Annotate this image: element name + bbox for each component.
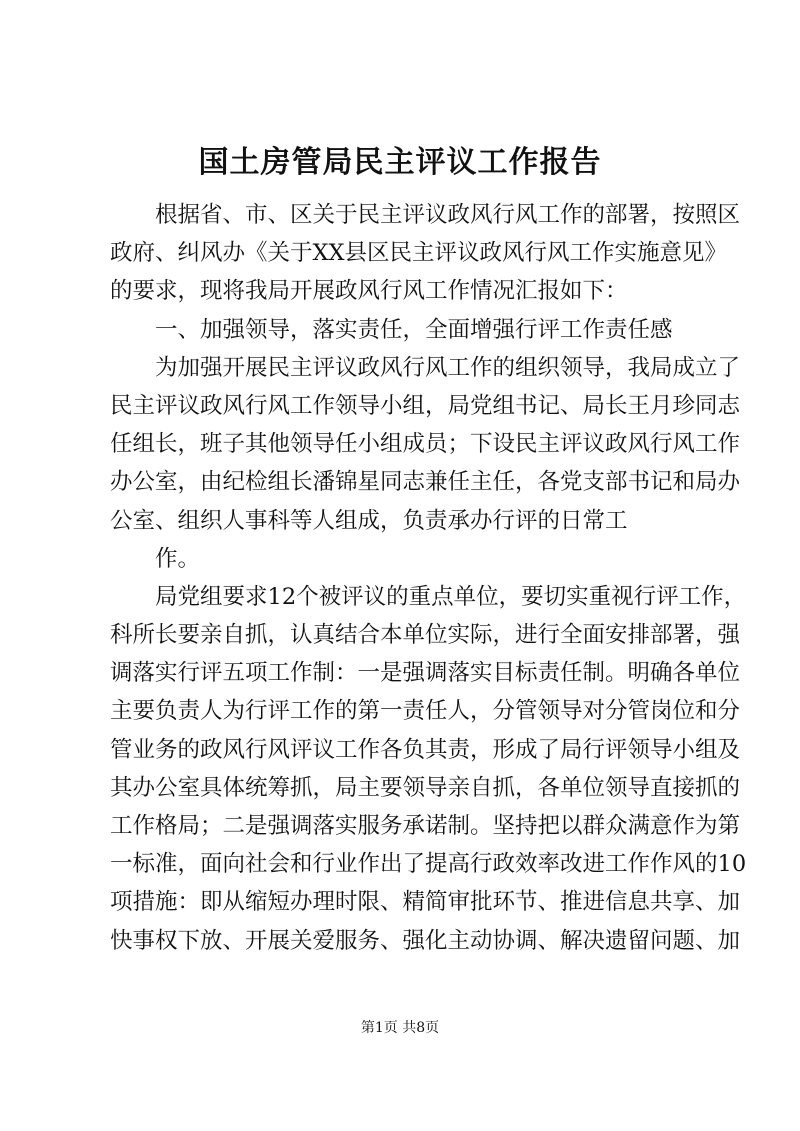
text-line: 作。 (155, 545, 201, 572)
page-number-footer: 第1页 共8页 (360, 1020, 440, 1036)
text-line: 其办公室具体统筹抓，局主要领导亲自抓，各单位领导直接抓的 (110, 774, 741, 801)
text-line: 主要负责人为行评工作的第一责任人，分管领导对分管岗位和分 (110, 698, 741, 725)
text-line: 科所长要亲自抓，认真结合本单位实际，进行全面安排部署，强 (110, 622, 741, 649)
text-line: 为加强开展民主评议政风行风工作的组织领导，我局成立了 (155, 354, 741, 381)
text-line: 公室、组织人事科等人组成，负责承办行评的日常工 (110, 507, 628, 534)
text-line: 项措施：即从缩短办理时限、精简审批环节、推进信息共享、加 (110, 889, 741, 916)
text-line: 调落实行评五项工作制：一是强调落实目标责任制。明确各单位 (110, 660, 741, 687)
text-line: 根据省、市、区关于民主评议政风行风工作的部署，按照区 (155, 202, 741, 228)
text-line: 政府、纠风办《关于XX县区民主评议政风行风工作实施意见》 (110, 240, 728, 267)
text-line: 工作格局；二是强调落实服务承诺制。坚持把以群众满意作为第 (110, 813, 741, 839)
text-line: 任组长，班子其他领导任小组成员；下设民主评议政风行风工作 (110, 431, 741, 458)
text-line: 民主评议政风行风工作领导小组，局党组书记、局长王月珍同志 (110, 392, 741, 419)
text-line: 办公室，由纪检组长潘锦星同志兼任主任，各党支部书记和局办 (110, 469, 741, 496)
text-line: 一标准，面向社会和行业作出了提高行政效率改进工作作风的10 (110, 851, 747, 878)
text-line: 的要求，现将我局开展政风行风工作情况汇报如下： (110, 278, 628, 305)
text-line: 局党组要求12个被评议的重点单位，要切实重视行评工作， (155, 583, 747, 610)
document-title: 国土房管局民主评议工作报告 (198, 145, 602, 180)
document-body (110, 196, 747, 960)
section-heading: 一、加强领导，落实责任，全面增强行评工作责任感 (155, 316, 673, 343)
text-line: 快事权下放、开展关爱服务、强化主动协调、解决遗留问题、加 (110, 927, 741, 954)
text-line: 管业务的政风行风评议工作各负其责，形成了局行评领导小组及 (110, 736, 741, 763)
